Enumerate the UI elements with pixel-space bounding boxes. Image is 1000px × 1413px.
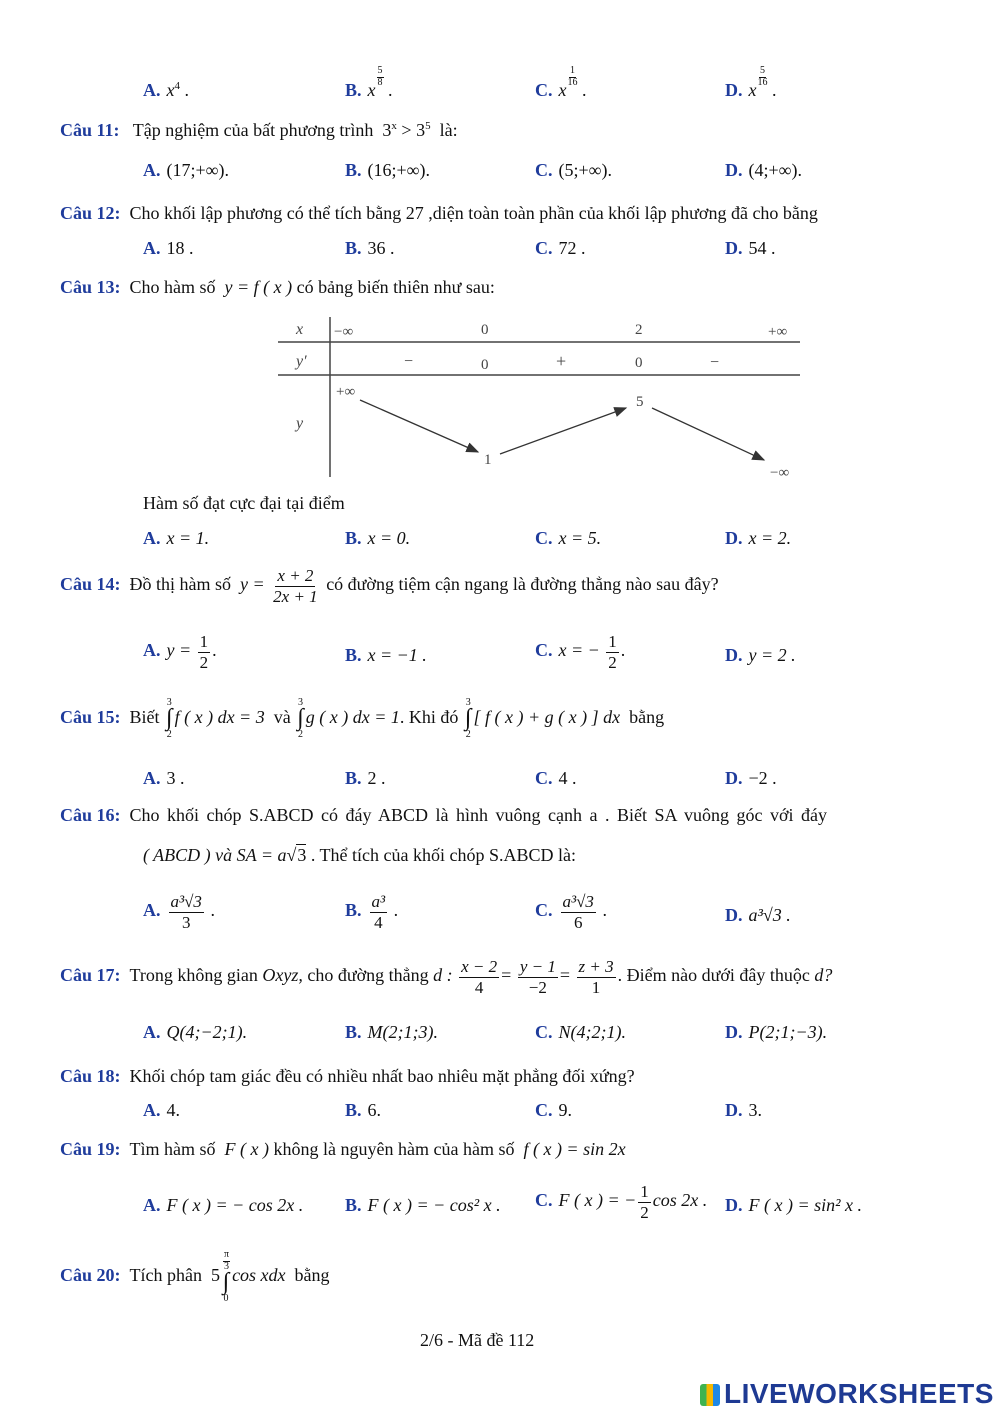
q10-option-b[interactable]: B. x $\frac{5}{8}$ . (345, 65, 393, 100)
q14-option-c[interactable]: C. x = − $\frac{1}{2}$ . (535, 632, 626, 672)
q16-stem-line2: ( ABCD ) và SA = a√3 . Thể tích của khối chóp S.ABCD là: (143, 845, 576, 865)
q13-option-d[interactable]: D. x = 2. (725, 528, 792, 548)
q12-option-c[interactable]: C. 72 . (535, 238, 586, 258)
q11-option-a[interactable]: A. (17;+∞). (143, 160, 229, 180)
q11-option-b[interactable]: B. (16;+∞). (345, 160, 430, 180)
q18-option-a[interactable]: A. 4. (143, 1100, 180, 1120)
q15-option-c[interactable]: C. 4 . (535, 768, 577, 788)
q12-stem: Câu 12: Cho khối lập phương có thể tích bằng 27 ,diện toàn toàn phần của khối lập phương đã cho bằng (60, 203, 818, 223)
q18-option-d[interactable]: D. 3. (725, 1100, 762, 1120)
q16-option-b[interactable]: B. $\frac{\text{a³}}{4}$ . (345, 892, 399, 932)
q18-option-b[interactable]: B. 6. (345, 1100, 382, 1120)
table-x-label: x (296, 321, 304, 338)
q16-option-c[interactable]: C. $\frac{\text{a³√3}}{6}$ . (535, 892, 607, 932)
variation-table (278, 312, 808, 482)
y-val-0: +∞ (336, 384, 356, 400)
yp-val-2: + (556, 351, 567, 371)
page-footer: 2/6 - Mã đề 112 (420, 1330, 535, 1350)
arrow-up (500, 408, 626, 454)
q14-option-a[interactable]: A. y = $\frac{1}{2}$ . (143, 632, 217, 672)
x-val-1: 0 (481, 322, 489, 338)
table-y-label: y (296, 415, 304, 432)
q12-option-a[interactable]: A. 18 . (143, 238, 194, 258)
q13-option-a[interactable]: A. x = 1. (143, 528, 210, 548)
q19-stem: Câu 19: Tìm hàm số F ( x ) không là nguyên hàm của hàm số f ( x ) = sin 2x (60, 1139, 626, 1159)
q11-stem: Câu 11: Tập nghiệm của bất phương trình $3^x > 3^5$ là: (60, 120, 458, 140)
yp-val-0: − (404, 353, 414, 370)
q14-option-d[interactable]: D. y = 2 . (725, 645, 796, 665)
q10-option-d[interactable]: D. x $\frac{5}{16}$ . (725, 65, 777, 100)
q15-option-a[interactable]: A. 3 . (143, 768, 185, 788)
q13-after: Hàm số đạt cực đại tại điểm (143, 493, 345, 513)
q16-option-a[interactable]: A. $\frac{\text{a³√3}}{3}$ . (143, 892, 215, 932)
q11-option-c[interactable]: C. (5;+∞). (535, 160, 612, 180)
arrow-down-2 (652, 408, 764, 460)
q10-option-a[interactable]: A. $x^4$ . (143, 80, 189, 100)
x-val-3: +∞ (768, 324, 788, 340)
x-val-0: −∞ (334, 324, 354, 340)
q15-option-b[interactable]: B. 2 . (345, 768, 386, 788)
logo-icon (700, 1384, 720, 1406)
liveworksheets-logo: LIVEWORKSHEETS (700, 1378, 994, 1410)
q13-option-b[interactable]: B. x = 0. (345, 528, 411, 548)
x-val-2: 2 (635, 322, 643, 338)
q17-option-d[interactable]: D. P(2;1;−3). (725, 1022, 828, 1042)
q10-option-c[interactable]: C. x $\frac{1}{16}$ . (535, 65, 587, 100)
arrow-down-1 (360, 400, 478, 452)
q14-stem: Câu 14: Đồ thị hàm số y = $\frac{x + 2}{2x + 1}$ có đường tiệm cận ngang là đường thẳng nào sau đây? (60, 566, 719, 606)
q16-stem-line1: Câu 16: Cho khối chóp S.ABCD có đáy ABCD là hình vuông cạnh a . Biết SA vuông góc với đáy (60, 805, 827, 825)
q19-option-c[interactable]: C. F ( x ) = − $\frac{1}{2}$ cos 2x . (535, 1182, 708, 1222)
q20-stem: Câu 20: Tích phân 5 π 3 ∫ 0 cos xdx bằng (60, 1249, 330, 1304)
q19-option-b[interactable]: B. F ( x ) = − cos² x . (345, 1195, 501, 1215)
y-val-1: 1 (484, 452, 492, 468)
q15-option-d[interactable]: D. −2 . (725, 768, 777, 788)
q18-stem: Câu 18: Khối chóp tam giác đều có nhiều nhất bao nhiêu mặt phẳng đối xứng? (60, 1066, 635, 1086)
q18-option-c[interactable]: C. 9. (535, 1100, 572, 1120)
q14-option-b[interactable]: B. x = −1 . (345, 645, 427, 665)
yp-val-4: − (710, 354, 720, 371)
q13-option-c[interactable]: C. x = 5. (535, 528, 602, 548)
y-val-3: −∞ (770, 465, 790, 481)
q12-option-d[interactable]: D. 54 . (725, 238, 776, 258)
q17-option-a[interactable]: A. Q(4;−2;1). (143, 1022, 248, 1042)
q11-option-d[interactable]: D. (4;+∞). (725, 160, 802, 180)
table-yp-label: y′ (296, 353, 307, 370)
q16-option-d[interactable]: D. a³√3 . (725, 905, 791, 925)
y-val-2: 5 (636, 394, 644, 410)
q17-option-b[interactable]: B. M(2;1;3). (345, 1022, 438, 1042)
q19-option-d[interactable]: D. F ( x ) = sin² x . (725, 1195, 863, 1215)
q12-option-b[interactable]: B. 36 . (345, 238, 395, 258)
q19-option-a[interactable]: A. F ( x ) = − cos 2x . (143, 1195, 304, 1215)
q17-option-c[interactable]: C. N(4;2;1). (535, 1022, 626, 1042)
q15-stem: Câu 15: Biết 3 ∫ 2 f ( x ) dx = 3 và 3 ∫ 2 g ( x ) dx = 1. Khi đó 3 ∫ 2 [ f ( x ) + g ( x ) ] dx bằng (60, 697, 665, 740)
yp-val-3: 0 (635, 355, 643, 371)
q13-stem: Câu 13: Cho hàm số y = f ( x ) có bảng biến thiên như sau: (60, 277, 495, 297)
q17-stem: Câu 17: Trong không gian Oxyz, cho đường thẳng d : $\frac{x - 2}{4}$ = $\frac{y - 1}{-2}$ = $\frac{z + 3}{1}$ . Điểm nào dưới đây thuộc d? (60, 957, 833, 997)
yp-val-1: 0 (481, 357, 489, 373)
